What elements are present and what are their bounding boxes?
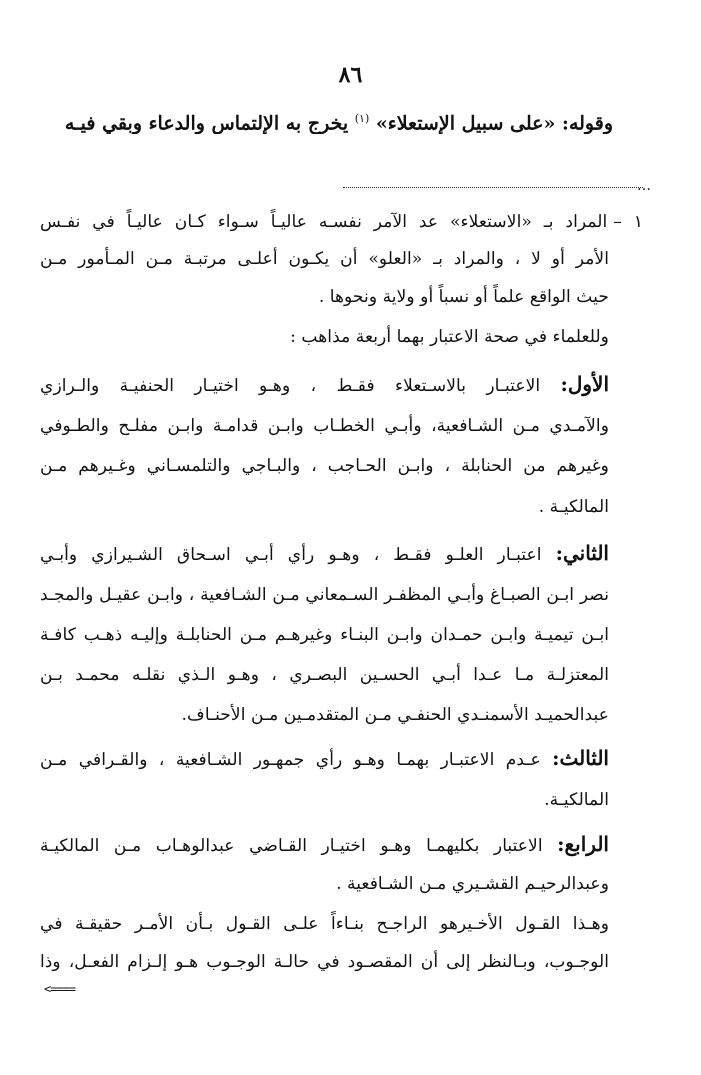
section-second-line-5: عبدالحميـد الأسمنـدي الحنفـي مـن المتقدمـين مـن الأحنـاف.	[181, 705, 609, 725]
separator-ellipsis: …	[637, 178, 651, 194]
section-third-line-1: الثالث: عـدم الاعتبـار بهمـا وهـو رأي جمهـور الشـافعية ، والقـرافي مـن	[40, 746, 609, 770]
section-first-line-2: والآمـدي مـن الشـافعية، وأبـي الخطـاب وابـن قدامـة وابـن مفلـح والطـوفي	[40, 416, 609, 436]
main-text-before: وقوله: «على سبيل الإستعلاء»	[375, 112, 613, 135]
section-fourth-line-2: وعبدالرحيـم القشـيري مـن الشـافعية .	[336, 874, 609, 894]
section-term-fourth: الرابع:	[557, 832, 609, 856]
main-text-after: يخرج به الإلتماس والدعاء وبقي فيـه	[64, 112, 349, 135]
closing-line-1: وهـذا القـول الأخـيرهو الراجـح بنـاءاً علـى القـول بـأن الأمـر حقيقـة في	[40, 914, 609, 934]
section-term-first: الأول:	[560, 372, 609, 396]
footnote-line-1: ١ –المراد بـ «الاستعلاء» عد الآمر نفسـه عاليـاً سـواء كـان عاليـاً في نفـس	[40, 212, 643, 232]
section-second-line-3: ابـن تيميـة وابـن حمـدان وابـن البنـاء وغيرهـم مـن الحنابلـة وإليـه ذهـب كافـة	[40, 625, 609, 645]
section-term-third: الثالث:	[552, 746, 609, 770]
footnote-separator	[343, 187, 643, 188]
section-term-second: الثاني:	[555, 541, 609, 565]
section-first-line-4: المالكيـة .	[538, 497, 609, 517]
section-second-line-4: المعتزلـة مـا عـدا أبـي الحسـين البصـري ، وهـو الـذي نقلـه محمـد بـن	[40, 665, 609, 685]
continuation-arrow: <====	[44, 982, 76, 996]
footnote-line-4: وللعلماء في صحة الاعتبار بهما أربعة مذاهب :	[290, 327, 609, 347]
closing-line-2: الوجـوب، وبـالنظر إلى أن المقصـود في حالـة الوجـوب هـو إلـزام الفعـل، وذا	[40, 952, 609, 972]
footnote-line-2: الأمر أو لا ، والمراد بـ «العلو» أن يكـون أعلـى مرتبـة مـن المـأمور مـن	[40, 249, 609, 269]
footnote-line-3: حيث الواقع علماً أو نسباً أو ولاية ونحوها .	[318, 287, 609, 307]
section-second-line-2: نصر ابـن الصبـاغ وأبـي المظفـر السـمعاني مـن الشـافعية ، وابـن عقيـل والمجـد	[40, 585, 609, 605]
section-first-line-1: الأول: الاعتبـار بالاسـتعلاء فقـط ، وهـو اختيـار الحنفيـة والـرازي	[40, 372, 609, 396]
main-text-line	[40, 112, 613, 134]
section-third-line-2: المالكيـة.	[544, 790, 609, 810]
page-number: ٨٦	[338, 62, 363, 88]
section-second-line-1: الثاني: اعتبـار العلـو فقـط ، وهـو رأي أبـي اسـحاق الشـيرازي وأبـي	[40, 541, 609, 565]
section-fourth-line-1: الرابع: الاعتبار بكليهمـا وهـو اختيـار القـاضي عبدالوهـاب مـن المالكيـة	[40, 832, 609, 856]
footnote-reference[interactable]: (١)	[354, 112, 370, 125]
section-first-line-3: وغيرهم من الحنابلة ، وابـن الحـاجب ، والبـاجي والتلمسـاني وغـيرهم مـن	[40, 456, 609, 476]
footnote-number: ١ –	[613, 212, 643, 232]
